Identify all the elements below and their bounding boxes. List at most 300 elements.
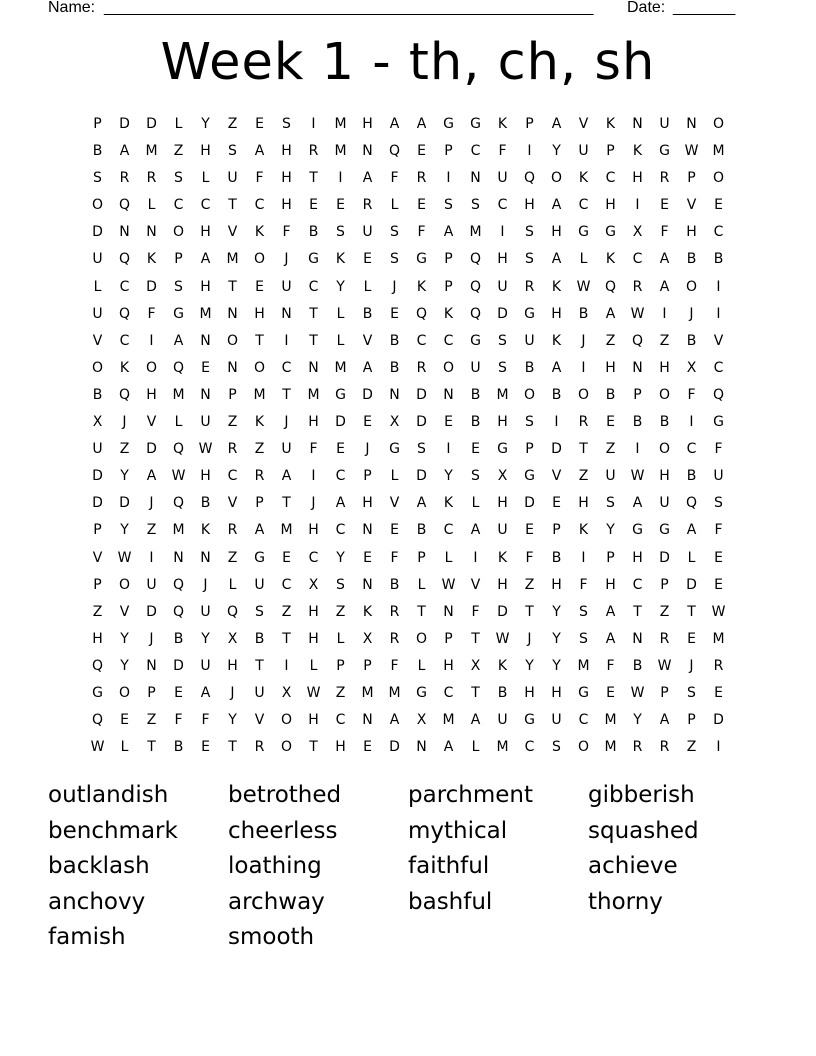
grid-letter[interactable]: E [390, 305, 399, 322]
grid-letter[interactable]: O [91, 197, 104, 214]
grid-letter[interactable]: U [92, 441, 103, 458]
grid-letter[interactable]: B [713, 251, 724, 268]
grid-letter[interactable]: G [470, 116, 481, 132]
grid-letter[interactable]: E [417, 197, 426, 214]
grid-letter[interactable]: U [551, 712, 562, 729]
grid-letter[interactable]: N [443, 386, 454, 403]
grid-letter[interactable]: Q [469, 305, 482, 322]
grid-letter[interactable]: Y [552, 630, 561, 647]
grid-letter[interactable]: N [470, 170, 481, 187]
grid-letter[interactable]: H [281, 143, 292, 160]
grid-letter[interactable]: R [713, 657, 724, 674]
grid-letter[interactable]: K [605, 251, 616, 268]
grid-letter[interactable]: T [255, 332, 264, 349]
grid-letter[interactable]: P [444, 630, 453, 647]
grid-letter[interactable]: N [227, 305, 238, 322]
grid-letter[interactable]: B [524, 359, 535, 376]
grid-letter[interactable]: S [471, 468, 480, 485]
grid-letter[interactable]: N [416, 739, 427, 756]
grid-letter[interactable]: Y [120, 630, 129, 647]
grid-letter[interactable]: I [689, 414, 694, 431]
grid-letter[interactable]: J [122, 414, 127, 431]
grid-letter[interactable]: W [90, 739, 105, 756]
grid-letter[interactable]: Y [444, 468, 453, 485]
grid-letter[interactable]: E [471, 441, 480, 458]
grid-letter[interactable]: N [281, 305, 292, 322]
grid-letter[interactable]: E [120, 712, 129, 729]
grid-letter[interactable]: O [523, 386, 536, 403]
grid-letter[interactable]: E [201, 359, 210, 376]
grid-letter[interactable]: H [200, 224, 211, 241]
grid-letter[interactable]: S [390, 251, 399, 268]
grid-letter[interactable]: J [311, 495, 316, 512]
grid-letter[interactable]: L [147, 197, 156, 214]
grid-letter[interactable]: J [365, 441, 370, 458]
grid-letter[interactable]: H [659, 468, 670, 485]
grid-letter[interactable]: V [389, 495, 400, 512]
grid-letter[interactable]: O [685, 278, 698, 295]
grid-letter[interactable]: J [689, 657, 694, 674]
grid-letter[interactable]: C [416, 332, 427, 349]
grid-letter[interactable]: U [200, 657, 211, 674]
grid-letter[interactable]: Z [605, 441, 616, 458]
grid-letter[interactable]: T [228, 197, 237, 214]
grid-letter[interactable]: C [335, 468, 346, 485]
grid-letter[interactable]: D [146, 116, 157, 132]
grid-letter[interactable]: S [525, 251, 534, 268]
grid-letter[interactable]: S [417, 441, 426, 458]
grid-letter[interactable]: H [497, 576, 508, 593]
grid-letter[interactable]: O [712, 116, 725, 132]
grid-letter[interactable]: F [201, 712, 210, 729]
grid-letter[interactable]: D [146, 603, 157, 620]
grid-letter[interactable]: O [118, 684, 131, 701]
grid-letter[interactable]: N [146, 657, 157, 674]
grid-letter[interactable]: D [713, 712, 724, 729]
grid-letter[interactable]: B [686, 468, 697, 485]
grid-letter[interactable]: G [524, 305, 535, 322]
grid-letter[interactable]: K [119, 359, 130, 376]
grid-letter[interactable]: V [470, 576, 481, 593]
grid-letter[interactable]: L [174, 414, 183, 431]
grid-letter[interactable]: E [714, 549, 723, 566]
grid-letter[interactable]: H [308, 603, 319, 620]
grid-letter[interactable]: H [551, 576, 562, 593]
grid-letter[interactable]: A [551, 359, 562, 376]
grid-letter[interactable]: X [362, 630, 373, 647]
grid-letter[interactable]: H [524, 684, 535, 701]
grid-letter[interactable]: C [713, 224, 724, 241]
grid-letter[interactable]: D [416, 386, 427, 403]
grid-letter[interactable]: D [524, 495, 535, 512]
grid-letter[interactable]: L [336, 305, 345, 322]
grid-letter[interactable]: M [280, 522, 293, 539]
grid-letter[interactable]: I [473, 549, 478, 566]
grid-letter[interactable]: A [416, 116, 427, 132]
grid-letter[interactable]: O [253, 251, 266, 268]
grid-letter[interactable]: P [606, 143, 615, 160]
grid-letter[interactable]: D [92, 495, 103, 512]
grid-letter[interactable]: R [659, 630, 670, 647]
grid-letter[interactable]: I [284, 657, 289, 674]
grid-letter[interactable]: L [471, 739, 480, 756]
grid-letter[interactable]: C [308, 278, 319, 295]
grid-letter[interactable]: M [712, 143, 725, 160]
grid-letter[interactable]: I [149, 332, 154, 349]
grid-letter[interactable]: R [389, 603, 400, 620]
grid-letter[interactable]: U [146, 576, 157, 593]
grid-letter[interactable]: Y [606, 522, 615, 539]
grid-letter[interactable]: M [442, 712, 455, 729]
grid-letter[interactable]: H [308, 522, 319, 539]
grid-letter[interactable]: O [577, 386, 590, 403]
grid-letter[interactable]: A [551, 251, 562, 268]
grid-letter[interactable]: M [334, 143, 347, 160]
grid-letter[interactable]: E [606, 684, 615, 701]
grid-letter[interactable]: L [390, 197, 399, 214]
grid-letter[interactable]: A [146, 468, 157, 485]
grid-letter[interactable]: M [496, 739, 509, 756]
grid-letter[interactable]: I [527, 143, 532, 160]
grid-letter[interactable]: W [684, 143, 699, 160]
grid-letter[interactable]: Z [254, 441, 265, 458]
grid-letter[interactable]: T [309, 170, 318, 187]
grid-letter[interactable]: M [604, 739, 617, 756]
grid-letter[interactable]: Y [552, 143, 561, 160]
grid-letter[interactable]: T [579, 441, 588, 458]
grid-letter[interactable]: H [659, 359, 670, 376]
grid-letter[interactable]: B [416, 522, 427, 539]
grid-letter[interactable]: O [253, 359, 266, 376]
grid-letter[interactable]: L [201, 170, 210, 187]
grid-letter[interactable]: D [92, 468, 103, 485]
grid-letter[interactable]: F [579, 576, 588, 593]
grid-letter[interactable]: E [201, 739, 210, 756]
grid-letter[interactable]: B [173, 739, 184, 756]
grid-letter[interactable]: M [334, 116, 347, 132]
grid-letter[interactable]: U [92, 305, 103, 322]
grid-letter[interactable]: J [203, 576, 208, 593]
grid-letter[interactable]: X [632, 224, 643, 241]
grid-letter[interactable]: U [497, 278, 508, 295]
grid-letter[interactable]: L [579, 251, 588, 268]
grid-letter[interactable]: L [336, 630, 345, 647]
grid-letter[interactable]: V [119, 603, 130, 620]
grid-letter[interactable]: E [444, 414, 453, 431]
grid-letter[interactable]: N [632, 359, 643, 376]
grid-letter[interactable]: V [227, 495, 238, 512]
grid-letter[interactable]: Q [91, 712, 104, 729]
grid-letter[interactable]: A [200, 251, 211, 268]
grid-letter[interactable]: D [416, 414, 427, 431]
grid-letter[interactable]: V [227, 224, 238, 241]
grid-letter[interactable]: H [497, 251, 508, 268]
grid-letter[interactable]: T [282, 630, 291, 647]
grid-letter[interactable]: N [362, 712, 373, 729]
grid-letter[interactable]: H [200, 468, 211, 485]
grid-letter[interactable]: A [470, 522, 481, 539]
grid-letter[interactable]: T [228, 739, 237, 756]
grid-letter[interactable]: I [635, 441, 640, 458]
grid-letter[interactable]: S [687, 684, 696, 701]
grid-letter[interactable]: M [361, 684, 374, 701]
grid-letter[interactable]: K [416, 278, 427, 295]
grid-letter[interactable]: A [659, 278, 670, 295]
grid-letter[interactable]: M [577, 657, 590, 674]
grid-letter[interactable]: S [228, 143, 237, 160]
grid-letter[interactable]: I [446, 441, 451, 458]
grid-letter[interactable]: C [470, 143, 481, 160]
grid-letter[interactable]: H [281, 170, 292, 187]
grid-letter[interactable]: O [91, 359, 104, 376]
grid-letter[interactable]: T [471, 684, 480, 701]
grid-letter[interactable]: R [227, 522, 238, 539]
grid-letter[interactable]: R [308, 143, 319, 160]
grid-letter[interactable]: Q [469, 278, 482, 295]
grid-letter[interactable]: Y [201, 630, 210, 647]
grid-letter[interactable]: S [336, 576, 345, 593]
grid-letter[interactable]: J [284, 251, 289, 268]
grid-letter[interactable]: K [632, 143, 643, 160]
grid-letter[interactable]: F [147, 305, 156, 322]
grid-letter[interactable]: Z [281, 603, 292, 620]
grid-letter[interactable]: X [308, 576, 319, 593]
grid-letter[interactable]: B [92, 143, 103, 160]
grid-letter[interactable]: Y [525, 657, 534, 674]
grid-letter[interactable]: U [362, 224, 373, 241]
grid-letter[interactable]: B [173, 630, 184, 647]
grid-letter[interactable]: N [200, 332, 211, 349]
grid-letter[interactable]: S [174, 278, 183, 295]
grid-letter[interactable]: R [632, 278, 643, 295]
grid-letter[interactable]: C [605, 170, 616, 187]
grid-letter[interactable]: T [309, 305, 318, 322]
grid-letter[interactable]: H [632, 170, 643, 187]
grid-letter[interactable]: V [92, 332, 103, 349]
grid-letter[interactable]: P [174, 251, 183, 268]
grid-letter[interactable]: A [362, 359, 373, 376]
grid-letter[interactable]: B [659, 414, 670, 431]
grid-letter[interactable]: F [309, 441, 318, 458]
grid-letter[interactable]: K [578, 522, 589, 539]
grid-letter[interactable]: J [527, 630, 532, 647]
grid-letter[interactable]: U [281, 278, 292, 295]
grid-letter[interactable]: G [605, 224, 616, 241]
grid-letter[interactable]: T [417, 603, 426, 620]
grid-letter[interactable]: Q [685, 495, 698, 512]
grid-letter[interactable]: P [363, 468, 372, 485]
grid-letter[interactable]: O [415, 630, 428, 647]
grid-letter[interactable]: D [497, 603, 508, 620]
date-blank[interactable]: _______ [673, 0, 736, 16]
grid-letter[interactable]: Q [172, 576, 185, 593]
grid-letter[interactable]: T [309, 739, 318, 756]
grid-letter[interactable]: Z [659, 332, 670, 349]
grid-letter[interactable]: P [660, 684, 669, 701]
grid-letter[interactable]: E [336, 441, 345, 458]
grid-letter[interactable]: A [605, 630, 616, 647]
grid-letter[interactable]: B [308, 224, 319, 241]
grid-letter[interactable]: S [498, 359, 507, 376]
grid-letter[interactable]: G [416, 684, 427, 701]
grid-letter[interactable]: C [254, 197, 265, 214]
grid-letter[interactable]: I [581, 359, 586, 376]
grid-letter[interactable]: C [524, 739, 535, 756]
grid-letter[interactable]: Z [605, 332, 616, 349]
grid-letter[interactable]: Z [686, 739, 697, 756]
grid-letter[interactable]: C [335, 712, 346, 729]
grid-letter[interactable]: M [469, 224, 482, 241]
grid-letter[interactable]: Q [118, 386, 131, 403]
grid-letter[interactable]: G [659, 143, 670, 160]
grid-letter[interactable]: G [416, 251, 427, 268]
grid-letter[interactable]: X [497, 468, 508, 485]
grid-letter[interactable]: O [280, 712, 293, 729]
grid-letter[interactable]: U [497, 170, 508, 187]
grid-letter[interactable]: E [255, 116, 264, 132]
grid-letter[interactable]: F [174, 712, 183, 729]
grid-letter[interactable]: I [716, 739, 721, 756]
grid-letter[interactable]: B [200, 495, 211, 512]
grid-letter[interactable]: P [525, 441, 534, 458]
grid-letter[interactable]: J [581, 332, 586, 349]
grid-letter[interactable]: E [714, 684, 723, 701]
grid-letter[interactable]: U [92, 251, 103, 268]
grid-letter[interactable]: P [93, 522, 102, 539]
grid-letter[interactable]: U [659, 116, 670, 132]
grid-letter[interactable]: R [254, 739, 265, 756]
grid-letter[interactable]: V [551, 468, 562, 485]
grid-letter[interactable]: M [334, 359, 347, 376]
grid-letter[interactable]: L [687, 549, 696, 566]
grid-letter[interactable]: U [254, 576, 265, 593]
grid-letter[interactable]: F [390, 170, 399, 187]
grid-letter[interactable]: Q [172, 359, 185, 376]
grid-letter[interactable]: L [93, 278, 102, 295]
grid-letter[interactable]: P [687, 170, 696, 187]
grid-letter[interactable]: C [119, 278, 130, 295]
grid-letter[interactable]: C [443, 332, 454, 349]
grid-letter[interactable]: T [471, 630, 480, 647]
grid-letter[interactable]: B [254, 630, 265, 647]
grid-letter[interactable]: Y [633, 712, 642, 729]
grid-letter[interactable]: S [606, 495, 615, 512]
grid-letter[interactable]: Z [92, 603, 103, 620]
grid-letter[interactable]: J [149, 630, 154, 647]
grid-letter[interactable]: E [363, 251, 372, 268]
grid-letter[interactable]: P [255, 495, 264, 512]
grid-letter[interactable]: P [147, 684, 156, 701]
grid-letter[interactable]: T [282, 386, 291, 403]
grid-letter[interactable]: U [200, 603, 211, 620]
grid-letter[interactable]: D [119, 495, 130, 512]
name-blank[interactable]: _______________________________________________________ [104, 0, 594, 16]
grid-letter[interactable]: C [578, 197, 589, 214]
grid-letter[interactable]: P [633, 386, 642, 403]
grid-letter[interactable]: T [228, 278, 237, 295]
grid-letter[interactable]: U [254, 684, 265, 701]
grid-letter[interactable]: K [146, 251, 157, 268]
grid-letter[interactable]: I [581, 549, 586, 566]
grid-letter[interactable]: S [255, 603, 264, 620]
grid-letter[interactable]: A [200, 684, 211, 701]
grid-letter[interactable]: W [711, 603, 726, 620]
grid-letter[interactable]: K [443, 495, 454, 512]
grid-letter[interactable]: B [389, 576, 400, 593]
grid-letter[interactable]: N [200, 549, 211, 566]
grid-letter[interactable]: Q [388, 143, 401, 160]
grid-letter[interactable]: H [497, 414, 508, 431]
grid-letter[interactable]: G [335, 386, 346, 403]
grid-letter[interactable]: B [551, 386, 562, 403]
grid-letter[interactable]: L [228, 576, 237, 593]
grid-letter[interactable]: K [551, 278, 562, 295]
grid-letter[interactable]: M [307, 386, 320, 403]
grid-letter[interactable]: C [632, 251, 643, 268]
grid-letter[interactable]: G [254, 549, 265, 566]
grid-letter[interactable]: W [117, 549, 132, 566]
grid-letter[interactable]: D [335, 414, 346, 431]
grid-letter[interactable]: L [309, 657, 318, 674]
grid-letter[interactable]: N [200, 386, 211, 403]
grid-letter[interactable]: L [336, 332, 345, 349]
grid-letter[interactable]: H [200, 278, 211, 295]
grid-letter[interactable]: C [497, 197, 508, 214]
grid-letter[interactable]: K [254, 224, 265, 241]
grid-letter[interactable]: Q [604, 278, 617, 295]
grid-letter[interactable]: K [551, 332, 562, 349]
grid-letter[interactable]: Q [415, 305, 428, 322]
grid-letter[interactable]: N [227, 359, 238, 376]
grid-letter[interactable]: X [92, 414, 103, 431]
grid-letter[interactable]: G [632, 522, 643, 539]
grid-letter[interactable]: U [470, 359, 481, 376]
grid-letter[interactable]: W [198, 441, 213, 458]
grid-letter[interactable]: S [714, 495, 723, 512]
grid-letter[interactable]: F [255, 170, 264, 187]
grid-letter[interactable]: G [470, 332, 481, 349]
grid-letter[interactable]: G [443, 116, 454, 132]
grid-letter[interactable]: F [660, 224, 669, 241]
grid-letter[interactable]: Q [118, 197, 131, 214]
grid-letter[interactable]: P [417, 549, 426, 566]
grid-letter[interactable]: W [441, 576, 456, 593]
grid-letter[interactable]: E [309, 197, 318, 214]
grid-letter[interactable]: A [632, 495, 643, 512]
grid-letter[interactable]: K [497, 657, 508, 674]
grid-letter[interactable]: K [200, 522, 211, 539]
grid-letter[interactable]: O [712, 170, 725, 187]
grid-letter[interactable]: D [146, 278, 157, 295]
grid-letter[interactable]: Y [120, 522, 129, 539]
grid-letter[interactable]: Z [227, 414, 238, 431]
grid-letter[interactable]: K [497, 549, 508, 566]
grid-letter[interactable]: L [417, 657, 426, 674]
grid-letter[interactable]: N [686, 116, 697, 132]
grid-letter[interactable]: K [578, 170, 589, 187]
grid-letter[interactable]: W [630, 305, 645, 322]
grid-letter[interactable]: P [660, 576, 669, 593]
grid-letter[interactable]: S [174, 170, 183, 187]
grid-letter[interactable]: H [497, 495, 508, 512]
grid-letter[interactable]: Q [172, 441, 185, 458]
grid-letter[interactable]: Z [335, 684, 346, 701]
grid-letter[interactable]: E [714, 576, 723, 593]
grid-letter[interactable]: O [145, 359, 158, 376]
grid-letter[interactable]: S [390, 224, 399, 241]
grid-letter[interactable]: I [149, 549, 154, 566]
grid-letter[interactable]: B [389, 332, 400, 349]
